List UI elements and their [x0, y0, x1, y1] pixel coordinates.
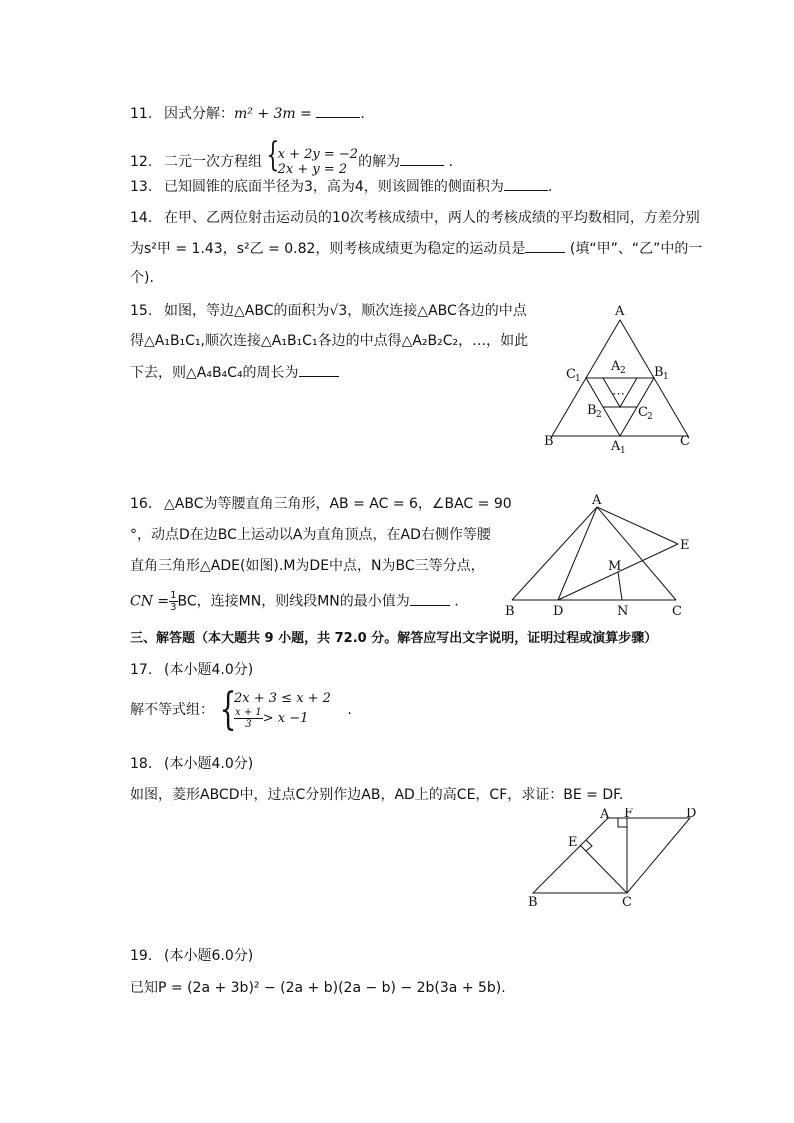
svg-text:2: 2 — [620, 366, 626, 376]
math-expression: m² + 3m = — [234, 106, 312, 122]
question-16-line4: CN = $\frac{1}{3}$ BC，连接MN，则线段MN的最小值为 . — [130, 590, 459, 613]
label-B: B — [505, 604, 515, 619]
line-AB — [512, 507, 597, 600]
answer-blank[interactable] — [316, 103, 360, 118]
question-15-line2: 得△A₁B₁C₁,顺次连接△A₁B₁C₁各边的中点得△A₂B₂C₂，…，如此 — [130, 333, 529, 349]
question-text: 因式分解： — [164, 106, 234, 122]
inequality-system: 2x + 3 ≤ x + 2 $\frac{x + 1}{3}$ > x −1 — [234, 690, 331, 730]
label-A: A — [600, 808, 610, 822]
svg-text:2: 2 — [647, 412, 653, 422]
question-number: 16. — [130, 496, 153, 512]
label-D: D — [553, 604, 564, 619]
label-C2: C — [638, 405, 648, 420]
line-AE — [597, 507, 678, 544]
question-17-body: 解不等式组： { 2x + 3 ≤ x + 2 $\frac{x + 1}{3}$ > x −1 . — [130, 684, 352, 735]
question-11: 11. 因式分解：m² + 3m = . — [130, 103, 365, 124]
brace-symbol: { — [219, 684, 237, 735]
equation-system: x + 2y = −2 2x + y = 2 — [277, 147, 359, 177]
question-16-line2: °，动点D在边BC上运动以A为直角顶点，在AD右侧作等腰 — [130, 527, 491, 543]
question-number: 15. — [130, 303, 153, 319]
question-number: 11. — [130, 106, 153, 122]
label-A2: A — [611, 359, 621, 374]
svg-text:1: 1 — [575, 374, 581, 384]
dots-label: ⋯ — [612, 387, 625, 402]
question-text: 二元一次方程组 — [164, 154, 262, 170]
question-13: 13. 已知圆锥的底面半径为3，高为4，则该圆锥的侧面积为 . — [130, 176, 552, 197]
figure-16-triangle — [500, 492, 700, 622]
label-D: D — [686, 808, 697, 821]
question-15-line3: 下去，则△A₄B₄C₄的周长为 — [130, 362, 339, 383]
question-number: 18. — [130, 756, 153, 772]
label-A: A — [592, 493, 602, 508]
svg-text:2: 2 — [596, 410, 602, 420]
label-C1: C — [566, 367, 576, 382]
question-16-line3: 直角三角形△ADE(如图).M为DE中点，N为BC三等分点， — [130, 558, 485, 574]
question-18-text: 如图，菱形ABCD中，过点C分别作边AB，AD上的高CE，CF，求证：BE = DF. — [130, 787, 624, 803]
label-N: N — [617, 604, 629, 619]
label-B1: B — [654, 365, 664, 380]
question-score: (本小题4.0分) — [164, 662, 254, 678]
question-14-line3: 个). — [130, 270, 154, 286]
line-MN — [618, 572, 622, 600]
line-AC — [597, 507, 676, 600]
question-number: 14. — [130, 210, 153, 226]
fraction: $\frac{1}{3}$ — [170, 590, 177, 613]
label-A: A — [615, 304, 625, 319]
question-number: 19. — [130, 948, 153, 964]
label-C: C — [672, 604, 682, 619]
figure-18-rhombus — [520, 808, 700, 908]
line-CE — [580, 845, 627, 893]
label-F: F — [624, 808, 634, 821]
question-score: (本小题6.0分) — [164, 948, 254, 964]
label-M: M — [608, 559, 622, 574]
label-C: C — [622, 895, 632, 908]
question-15-line1: 15. 如图，等边△ABC的面积为√3，顺次连接△ABC各边的中点 — [130, 303, 527, 319]
question-14-line1: 14. 在甲、乙两位射击运动员的10次考核成绩中，两人的考核成绩的平均数相同，方差分别 — [130, 210, 700, 226]
question-19-header — [130, 946, 253, 966]
question-18-header — [130, 754, 253, 774]
question-12: 12. 二元一次方程组 { x + 2y = −2 2x + y = 2 的解为 . — [130, 135, 453, 177]
label-E: E — [680, 538, 690, 553]
brace-symbol: { — [266, 135, 280, 175]
question-16-line1: 16. △ABC为等腰直角三角形，AB = AC = 6，∠BAC = 90 — [130, 496, 512, 512]
section-heading: 三、解答题（本大题共 9 小题，共 72.0 分。解答应写出文字说明，证明过程或演算步骤） — [130, 631, 658, 646]
question-number: 13. — [130, 179, 153, 195]
answer-blank[interactable] — [299, 362, 339, 377]
question-number: 12. — [130, 154, 153, 170]
question-14-line2: 为s²甲 = 1.43，s²乙 = 0.82，则考核成绩更为稳定的运动员是 (填“甲”、“乙”中的一 — [130, 238, 702, 259]
label-C: C — [680, 434, 690, 449]
question-number: 17. — [130, 662, 153, 678]
answer-blank[interactable] — [504, 176, 548, 191]
label-E: E — [568, 835, 578, 850]
rhombus-ABCD — [533, 818, 690, 893]
answer-blank[interactable] — [525, 238, 565, 253]
question-score: (本小题4.0分) — [164, 756, 254, 772]
svg-text:1: 1 — [663, 372, 669, 382]
question-text: 已知圆锥的底面半径为3，高为4，则该圆锥的侧面积为 — [164, 179, 504, 195]
right-angle-mark-E — [586, 840, 592, 851]
label-A1: A — [611, 439, 621, 454]
svg-text:1: 1 — [620, 446, 626, 456]
figure-15-triangles — [540, 300, 700, 460]
question-19-text: 已知P = (2a + 3b)² − (2a + b)(2a − b) − 2b(3a + 5b). — [130, 980, 506, 996]
label-B: B — [528, 895, 538, 908]
label-B2: B — [587, 403, 597, 418]
answer-blank[interactable] — [410, 591, 450, 606]
answer-blank[interactable] — [400, 151, 444, 166]
label-B: B — [544, 434, 554, 449]
line-AD — [558, 507, 597, 600]
question-17-header — [130, 660, 253, 680]
